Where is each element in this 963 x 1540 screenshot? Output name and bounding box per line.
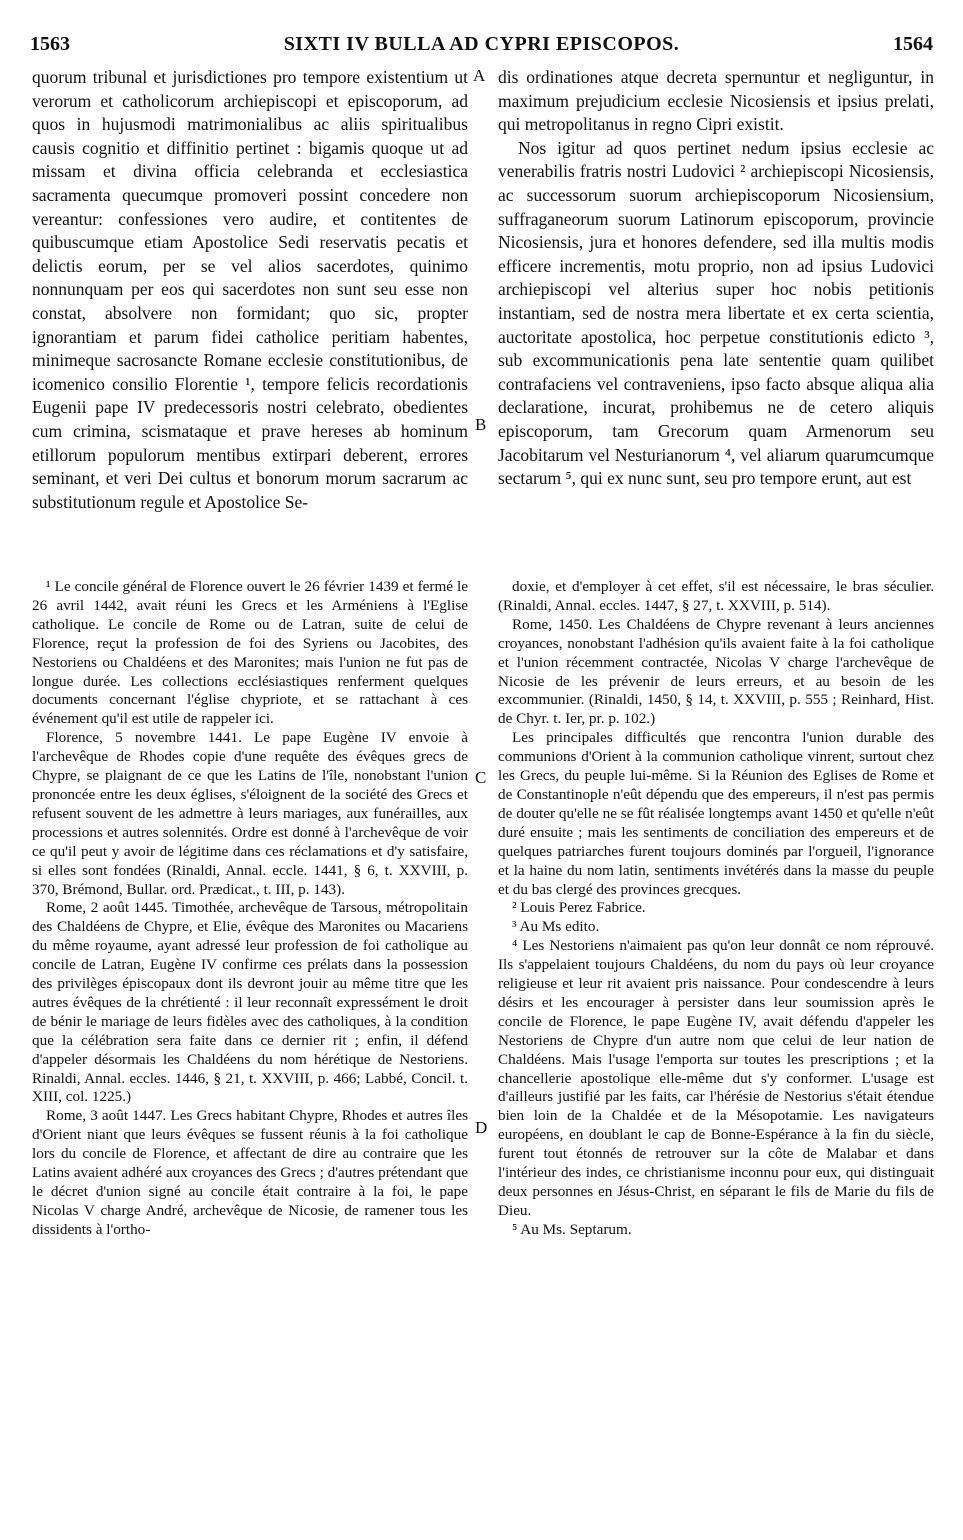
- footnote-paragraph: ³ Au Ms edito.: [512, 918, 600, 936]
- footnote-paragraph: Rome, 1450. Les Chaldéens de Chypre revenant à leurs anciennes croyances, nonobstant l'adhésion qu'ils avaient faite à la foi catholique et l'union récemment contractée, Nicolas V charge l'archevêque de Nicosie de les prévenir de leurs erreurs, et au besoin de les excommunier. (Rinaldi, 1450, § 14, t. XXVIII, p. 555 ; Reinhard, Hist. de Chyr. t. Ier, pr. p. 102.): [498, 615, 934, 728]
- margin-marker-b: B: [475, 415, 487, 434]
- bull-text-left: quorum tribunal et jurisdictiones pro tempore existentium ut verorum et catholicorum archiepiscopi et episcoporum, ad quos in hujusmodi matrimonialibus ac aliis spiritualibus causis cognitio et diffinitio pertinet : bigamis quoque ut ad missam et divina officia celebranda et ecclesiastica sacramenta quecumque promoveri possint concedere non vereantur: confessiones vero audire, et contitentes de quibuscumque etiam Apostolice Sedi reservatis pecatis et delictis eorum, per se vel alios sacerdotes, quinimo nonnunquam per eos qui sacerdotes non sunt seu esse non constat, absolvere non formidant; quo sic, propter ignorantiam et parum fidei catholice peritiam habentes, minimeque sacrosancte Romane ecclesie constitutionibus, de icomenico consilio Florentie ¹, tempore felicis recordationis Eugenii pape IV predecessoris nostri celebrato, obedientes cum crimina, scismataque et prave hereses ab hominum etillorum populorum mentibus extirpari deberent, errores seminant, et veri Dei cultus et bonorum morum sacrarum ac substitutionum regule et Apostolice Se-: [32, 67, 468, 512]
- footnote-paragraph: ² Louis Perez Fabrice.: [512, 899, 646, 917]
- margin-marker-d: D: [475, 1118, 488, 1137]
- page-number-right: 1564: [893, 33, 933, 55]
- text-column-right: [498, 66, 934, 491]
- margin-marker-c: C: [475, 768, 487, 787]
- footnote-paragraph: Les principales difficultés que rencontra l'union durable des communions d'Orient à la communion catholique vinrent, surtout chez les Grecs, du peuple lui-même. Si la Réunion des Eglises de Rome et de Constantinople n'eût dépendu que des empereurs, il n'est pas permis de douter qu'elle ne se fût réalisée longtemps avant 1450 et qu'elle n'eût duré ensuite ; mais les sentiments de conciliation des empereurs et de quelques patriarches furent toujours dominés par l'orgueil, l'ignorance et la haine du nom latin, sentiments invétérés dans la masse du peuple et du bas clergé des provinces grecques.: [498, 729, 934, 898]
- footnote-paragraph: Rome, 3 août 1447. Les Grecs habitant Chypre, Rhodes et autres îles d'Orient niant que leurs évêques se fussent réunis à la foi catholique lors du concile de Florence, et affectant de dire au contraire que les Latins avaient adhéré aux croyances des Grecs ; d'autres prétendant que le décret d'union signé au concile était contraire à la foi, le pape Nicolas V charge André, archevêque de Nicosie, de ramener tous les dissidents à l'ortho-: [32, 1107, 468, 1238]
- bull-text-right-1: dis ordinationes atque decreta spernuntur et negliguntur, in maximum prejudicium ecclesie Nicosiensis et ipsius prelati, qui metropolitanus in regno Cipri existit.: [498, 67, 934, 135]
- bull-text-right-2: Nos igitur ad quos pertinet nedum ipsius ecclesie ac venerabilis fratris nostri Ludovici ² archiepiscopi Nicosiensis, ac successorum suorum archiepiscoporum Nicosiensium, suffraganeorum suorum Latinorum episcoporum, provincie Nicosiensis, jura et honores defendere, sed illa multis modis efficere incrementis, motu proprio, non ad ipsius Ludovici archiepiscopi vel alterius super hoc nobis petitionis instantiam, sed de nostra mera libertate et ex certa scientia, auctoritate apostolica, hoc perpetue constitutionis edicto ³, sub excommunicationis pena late sententie quam quilibet contrafaciens vel contraveniens, ipso facto absque aliqua alia declaratione, incurat, prohibemus ne de cetero aliquis episcoporum, tam Grecorum quam Armenorum seu Jacobitarum vel Nesturianorum ⁴, vel aliarum quarumcumque sectarum ⁵, qui ex nunc sunt, seu pro tempore erunt, aut est: [498, 137, 934, 489]
- footnote-paragraph: ¹ Le concile général de Florence ouvert le 26 février 1439 et fermé le 26 avril 1442, avait réuni les Grecs et les Arméniens à l'Eglise catholique. Le concile de Rome ou de Latran, suite de celui de Florence, reçut la profession de foi des Syriens ou Jacobites, des Nestoriens ou Chaldéens et des Maronites; mais l'union ne fut pas de longue durée. Les collections ecclésiastiques renferment quelques documents concernant l'église chypriote, et se rattachant à ces événement qu'il est utile de rappeler ici.: [32, 578, 468, 728]
- footnotes-left: [32, 578, 468, 1240]
- footnote-paragraph: Rome, 2 août 1445. Timothée, archevêque de Tarsous, métropolitain des Chaldéens de Chypre, et Elie, évêque des Maronites ou Macariens du même royaume, ayant adressé leur profession de foi catholique au concile de Latran, Eugène IV confirme ces prélats dans la possession des privilèges épiscopaux dont ils devront jouir au même titre que les autres évêques de la chrétienté : il leur reconnaît expressément le droit de bénir le mariage de leurs fidèles avec des catholiques, à la condition que la célébration sera faite dans ce dernier rit ; enfin, il défend d'appeler désormais les Chaldéens du nom hérétique de Nestoriens. Rinaldi, Annal. eccles. 1446, § 21, t. XXVIII, p. 466; Labbé, Concil. t. XIII, col. 1225.): [32, 899, 468, 1106]
- running-title: SIXTI IV BULLA AD CYPRI EPISCOPOS.: [283, 33, 680, 55]
- footnote-paragraph: doxie, et d'employer à cet effet, s'il est nécessaire, le bras séculier. (Rinaldi, Annal. eccles. 1447, § 27, t. XXVIII, p. 514).: [498, 578, 934, 614]
- footnotes-right: [498, 578, 934, 1240]
- text-column-left: [32, 66, 468, 514]
- footnote-paragraph: Florence, 5 novembre 1441. Le pape Eugène IV envoie à l'archevêque de Rhodes copie d'une requête des évêques grecs de Chypre, se plaignant de ce que les Latins de l'île, nonobstant l'union prononcée entre les deux églises, s'éloignent de la société des Grecs et refusent souvent de les admettre à leurs mariages, aux funérailles, aux processions et autres solennités. Ordre est donné à l'archevêque de voir ce qu'il peut y avoir de légitime dans ces réclamations et d'y satisfaire, si elles sont fondées (Rinaldi, Annal. eccle. 1441, § 6, t. XXVIII, p. 370, Brémond, Bullar. ord. Prædicat., t. III, p. 143).: [32, 729, 468, 898]
- footnote-paragraph: ⁴ Les Nestoriens n'aimaient pas qu'on leur donnât ce nom réprouvé. Ils s'appelaient toujours Chaldéens, du nom du pays où leur croyance religieuse et leur rit avaient pris naissance. Pour condescendre à leurs désirs et les encourager à persister dans leur soumission après le concile de Florence, le pape Eugène IV, avait défendu d'appeler les Nestoriens de Chypre d'un autre nom que celui de leur nation de Chaldéens. Mais l'usage l'emporta sur toutes les prescriptions ; et la chancellerie apostolique elle-même dut s'y conformer. L'usage est d'ailleurs justifié par les faits, car l'hérésie de Nestorius s'était étendue bien loin de la Chaldée et de la Mésopotamie. Les navigateurs européens, en doublant le cap de Bonne-Espérance à la fin du siècle, furent tout étonnés de retrouver sur la côte de Malabar et dans l'intérieur des indes, ce christianisme inconnu pour eux, qui distinguait deux personnes en Jésus-Christ, en séparant le fils de Marie du fils de Dieu.: [498, 937, 934, 1219]
- page-number-left: 1563: [30, 33, 70, 55]
- margin-marker-a: A: [473, 66, 486, 85]
- footnote-paragraph: ⁵ Au Ms. Septarum.: [512, 1220, 632, 1238]
